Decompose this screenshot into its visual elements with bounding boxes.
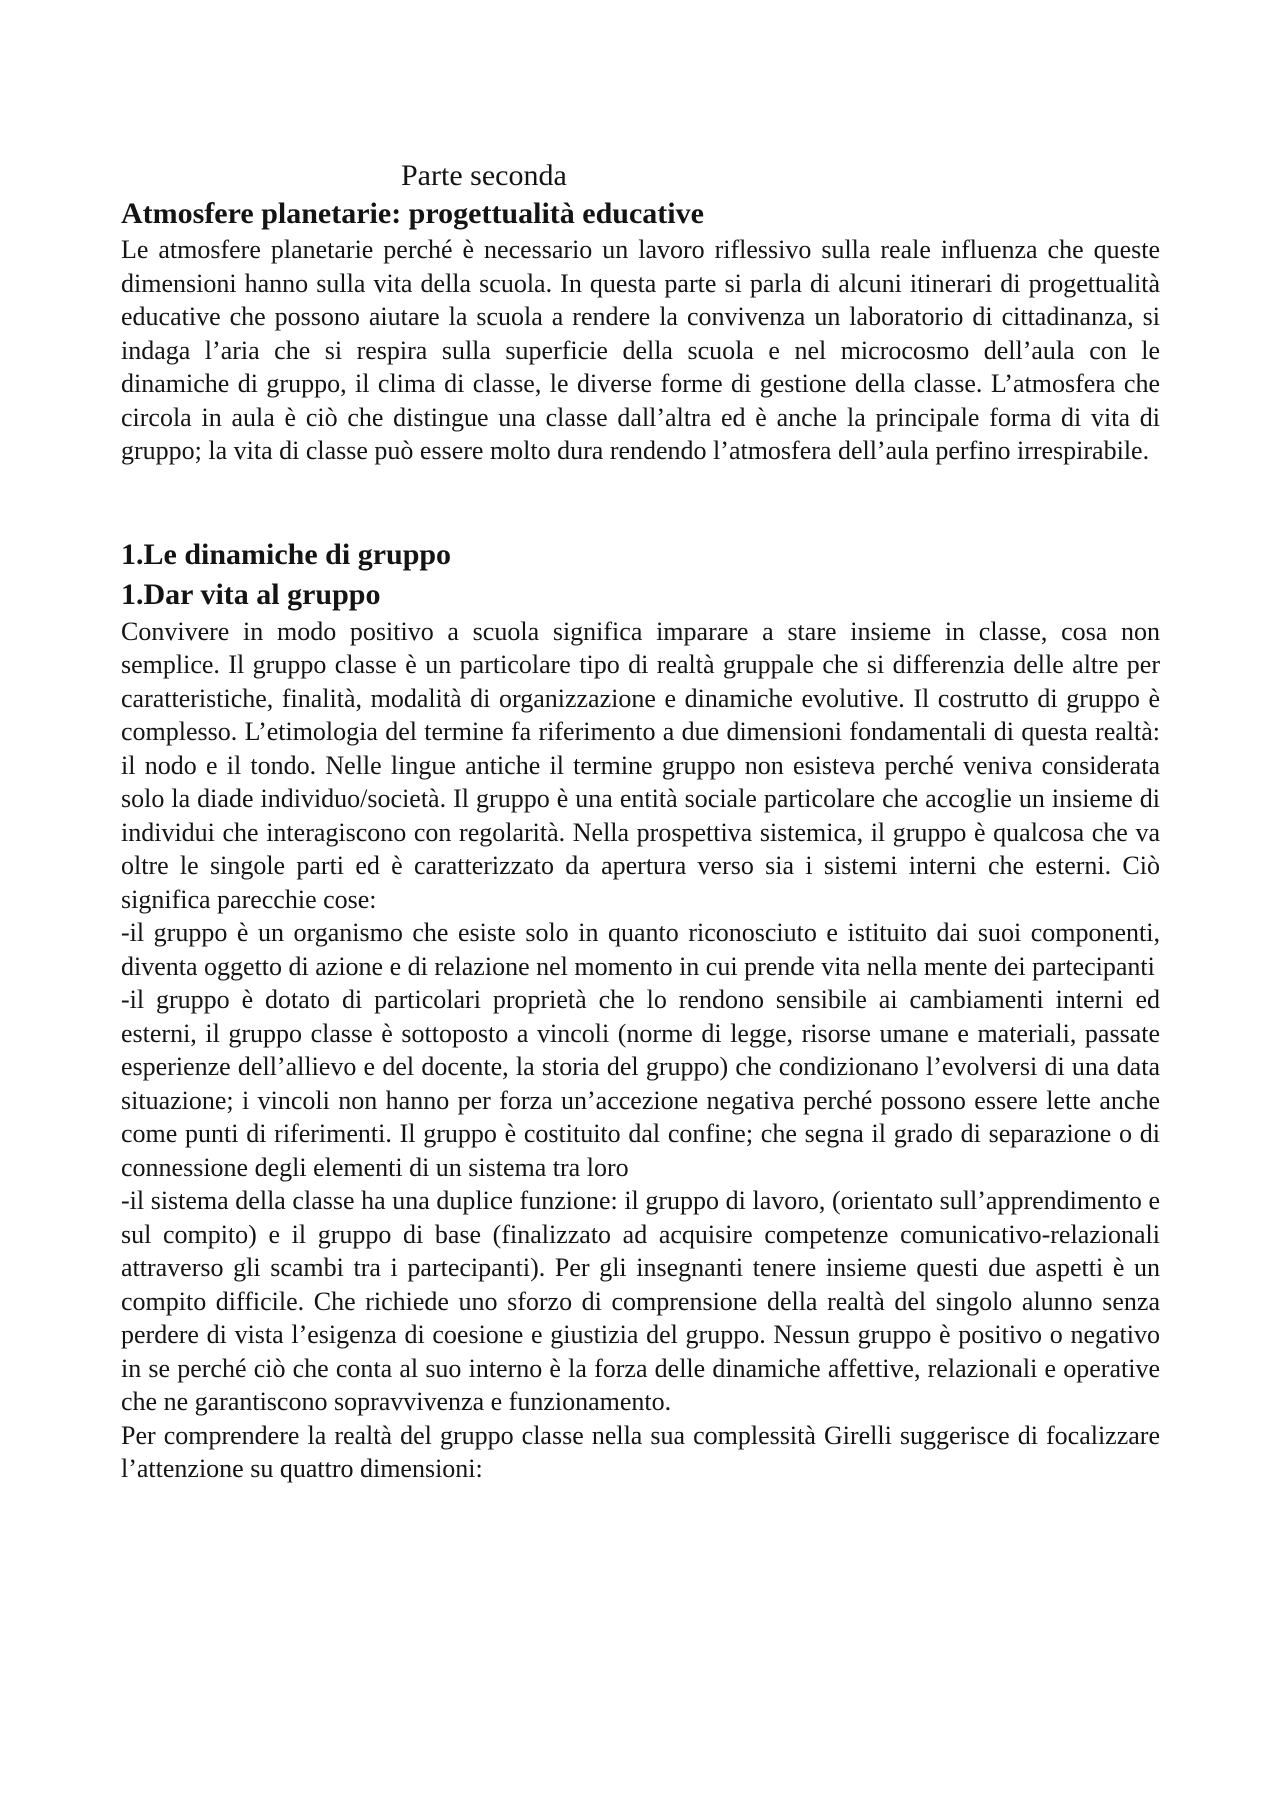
part-label: Parte seconda	[401, 159, 567, 192]
page-content	[121, 157, 1160, 1486]
list-item-paragraph: -il sistema della classe ha una duplice funzione: il gruppo di lavoro, (orientato sull’apprendimento e sul compito) e il gruppo di base (finalizzato ad acquisire competenze comunicativo-relazionali attraverso gli scambi tra i partecipanti). Per gli insegnanti tenere insieme questi due aspetti è un compito difficile. Che richiede uno sforzo di comprensione della realtà del singolo alunno senza perdere di vista l’esigenza di coesione e giustizia del gruppo. Nessun gruppo è positivo o negativo in se perché ciò che conta al suo interno è la forza delle dinamiche affettive, relazionali e operative che ne garantiscono sopravvivenza e funzionamento.	[121, 1186, 1160, 1416]
section-heading: 1.Le dinamiche di gruppo	[121, 537, 452, 571]
main-title: Atmosfere planetarie: progettualità educative	[121, 197, 704, 230]
body-paragraph: Per comprendere la realtà del gruppo classe nella sua complessità Girelli suggerisce di focalizzare l’attenzione su quattro dimensioni:	[121, 1420, 1160, 1483]
list-item-paragraph: -il gruppo è dotato di particolari proprietà che lo rendono sensibile ai cambiamenti interni ed esterni, il gruppo classe è sottoposto a vincoli (norme di legge, risorse umane e materiali, passate esperienze dell’allievo e del docente, la storia del gruppo) che condizionano l’evolversi di una data situazione; i vincoli non hanno per forza un’accezione negativa perché possono essere lette anche come punti di riferimenti. Il gruppo è costituito dal confine; che segna il grado di separazione o di connessione degli elementi di un sistema tra loro	[121, 985, 1160, 1182]
subsection-heading: 1.Dar vita al gruppo	[121, 577, 381, 611]
body-paragraph: Convivere in modo positivo a scuola significa imparare a stare insieme in classe, cosa non semplice. Il gruppo classe è un particolare tipo di realtà gruppale che si differenzia delle altre per caratteristiche, finalità, modalità di organizzazione e dinamiche evolutive. Il costrutto di gruppo è complesso. L’etimologia del termine fa riferimento a due dimensioni fondamentali di questa realtà: il nodo e il tondo. Nelle lingue antiche il termine gruppo non esisteva perché veniva considerata solo la diade individuo/società. Il gruppo è una entità sociale particolare che accoglie un insieme di individui che interagiscono con regolarità. Nella prospettiva sistemica, il gruppo è qualcosa che va oltre le singole parti ed è caratterizzato da apertura verso sia i sistemi interni che esterni. Ciò significa parecchie cose:	[121, 616, 1160, 914]
list-item-paragraph: -il gruppo è un organismo che esiste solo in quanto riconosciuto e istituito dai suoi componenti, diventa oggetto di azione e di relazione nel momento in cui prende vita nella mente dei partecipanti	[121, 918, 1160, 981]
intro-paragraph: Le atmosfere planetarie perché è necessario un lavoro riflessivo sulla reale influenza che queste dimensioni hanno sulla vita della scuola. In questa parte si parla di alcuni itinerari di progettualità educative che possono aiutare la scuola a rendere la convivenza un laboratorio di cittadinanza, si indaga l’aria che si respira sulla superficie della scuola e nel microcosmo dell’aula con le dinamiche di gruppo, il clima di classe, le diverse forme di gestione della classe. L’atmosfera che circola in aula è ciò che distingue una classe dall’altra ed è anche la principale forma di vita di gruppo; la vita di classe può essere molto dura rendendo l’atmosfera dell’aula perfino irrespirabile.	[121, 235, 1160, 465]
section-spacer	[121, 468, 1160, 535]
